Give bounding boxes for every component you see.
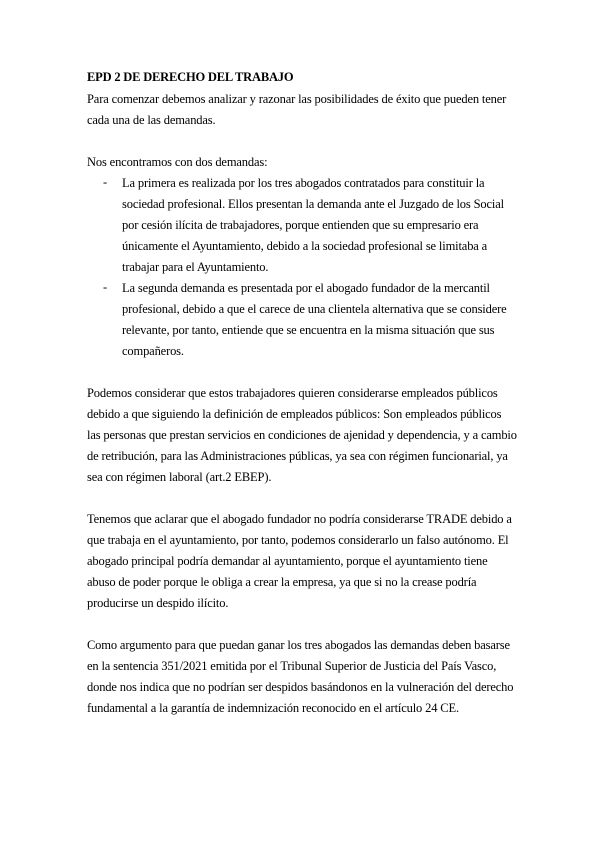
intro-line: Para comenzar debemos analizar y razonar las posibilidades de éxito que pueden tener [87,92,507,106]
paragraph-1-line: debido a que siguiendo la definición de empleados públicos: Son empleados públicos [87,407,502,421]
intro-line: cada una de las demandas. [87,113,216,127]
demands-intro: Nos encontramos con dos demandas: [87,155,268,169]
bullet-1-line: únicamente el Ayuntamiento, debido a la sociedad profesional se limitaba a [122,239,488,253]
paragraph-2-line: que trabaja en el ayuntamiento, por tanto, podemos considerarlo un falso autónomo. El [87,533,509,547]
bullet-2-line: La segunda demanda es presentada por el abogado fundador de la mercantil [122,281,490,295]
bullet-1-line: por cesión ilícita de trabajadores, porque entienden que su empresario era [122,218,479,232]
paragraph-2-line: Tenemos que aclarar que el abogado fundador no podría considerarse TRADE debido a [87,512,512,526]
bullet-2-line: compañeros. [122,344,184,358]
paragraph-1-line: sea con régimen laboral (art.2 EBEP). [87,470,272,484]
bullet-2-line: relevante, por tanto, entiende que se encuentra en la misma situación que sus [122,323,495,337]
bullet-marker: - [103,280,108,294]
bullet-marker: - [103,175,108,189]
paragraph-3-line: fundamental a la garantía de indemnización reconocido en el artículo 24 CE. [87,701,459,715]
paragraph-3-line: en la sentencia 351/2021 emitida por el Tribunal Superior de Justicia del País Vasco, [87,659,497,673]
bullet-2-line: profesional, debido a que el carece de una clientela alternativa que se considere [122,302,507,316]
paragraph-3-line: Como argumento para que puedan ganar los tres abogados las demandas deben basarse [87,638,510,652]
paragraph-1-line: Podemos considerar que estos trabajadores quieren considerarse empleados públicos [87,386,498,400]
bullet-1-line: trabajar para el Ayuntamiento. [122,260,269,274]
paragraph-2-line: producirse un despido ilícito. [87,596,229,610]
bullet-1-line: sociedad profesional. Ellos presentan la demanda ante el Juzgado de los Social [122,197,504,211]
paragraph-2-line: abuso de poder porque le obliga a crear la empresa, ya que si no la crease podría [87,575,477,589]
paragraph-3-line: donde nos indica que no podrían ser despidos basándonos en la vulneración del derecho [87,680,514,694]
paragraph-1-line: de retribución, para las Administraciones públicas, ya sea con régimen funcionarial, ya [87,449,508,463]
document-title: EPD 2 DE DERECHO DEL TRABAJO [87,70,294,84]
paragraph-2-line: abogado principal podría demandar al ayuntamiento, porque el ayuntamiento tiene [87,554,488,568]
paragraph-1-line: las personas que prestan servicios en condiciones de ajenidad y dependencia, y a cambio [87,428,517,442]
bullet-1-line: La primera es realizada por los tres abogados contratados para constituir la [122,176,485,190]
